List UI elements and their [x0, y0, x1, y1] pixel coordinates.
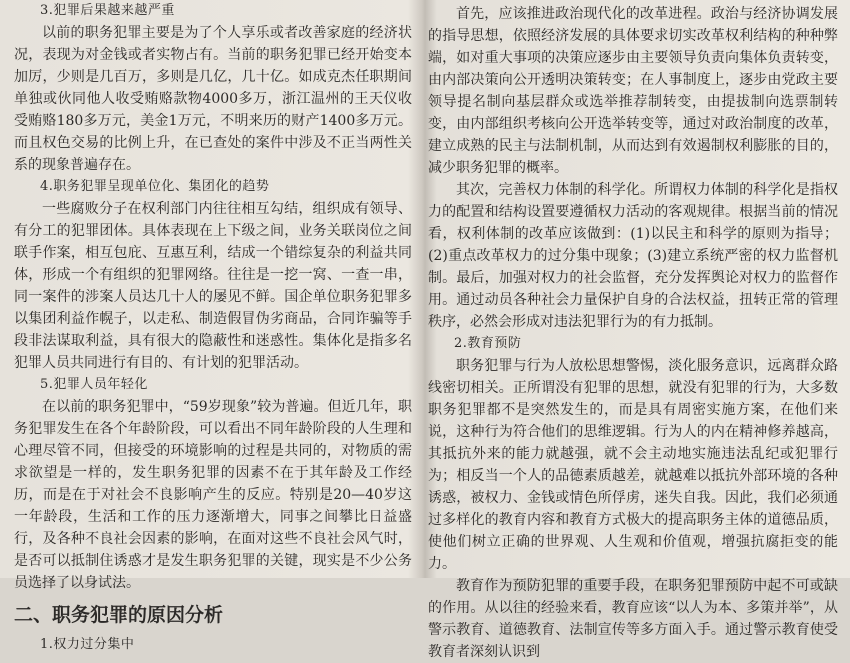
section-3-heading: 3.犯罪后果越来越严重 [40, 3, 175, 18]
section-4-paragraph: 一些腐败分子在权利部门内往往相互勾结，组织成有领导、有分工的犯罪团体。具体表现在上下级之间，业务关联岗位之间联手作案，相互包庇、互惠互利，结成一个错综复杂的利益共同体，形成一个有组织的犯罪网络。往往是一挖一窝、一查一串，同一案件的涉案人员达几十人的屡见不鲜。国企单位职务犯罪多以集团利益作幌子，以走私、制造假冒伪劣商品，合同诈骗等手段非法谋取利益，具有很大的隐蔽性和迷惑性。集体化是指多名犯罪人员共同进行有目的、有计划的犯罪活动。 [14, 201, 412, 371]
paragraph-power-system: 其次，完善权力体制的科学化。所谓权力体制的科学化是指权力的配置和结构设置要遵循权力活动的客观规律。根据当前的情况看，权利体制的改革应该做到：(1)以民主和科学的原则为指导；(2)重点改革权力的过分集中现象；(3)建立系统严密的权力监督机制。最后，加强对权力的社会监督，充分发挥舆论对权力的监督作用。通过动员各种社会力量保护自身的合法权益，扭转正常的管理秩序，必然会形成对违法犯罪行为的有力抵制。 [428, 182, 838, 330]
section-5-heading: 5.犯罪人员年轻化 [40, 377, 148, 392]
left-page-column [14, 0, 412, 652]
chapter-heading: 二、职务犯罪的原因分析 [14, 604, 224, 626]
paragraph-education-prevention: 职务犯罪与行为人放松思想警惕，淡化服务意识，远离群众路线密切相关。正所谓没有犯罪的思想，就没有犯罪的行为，大多数职务犯罪都不是突然发生的，而是具有周密实施方案，在他们来说，这种行为符合他们的思维逻辑。行为人的内在精神修养越高，其抵抗外来的能力就越强，就不会主动地实施违法乱纪或犯罪行为；相反当一个人的品德素质越差，就越难以抵抗外部环境的各种诱惑，被权力、金钱或情色所俘虏，迷失自我。因此，我们必须通过多样化的教育内容和教育方式极大的提高职务主体的道德品质，使他们树立正确的世界观、人生观和价值观，增强抗腐拒变的能力。 [428, 358, 838, 572]
section-3-paragraph: 以前的职务犯罪主要是为了个人享乐或者改善家庭的经济状况，表现为对金钱或者实物占有。当前的职务犯罪已经开始变本加厉，少则是几百万，多则是几亿，几十亿。如成克杰任职期间单独或伙同他人收受贿赂款物4000多万，浙江温州的王天仪收受贿赂180多万元，美金1万元，不明来历的财产1400多万元。而且权色交易的比例上升，在已查处的案件中涉及不正当两性关系的现象普遍存在。 [14, 25, 412, 173]
paragraph-education-role: 教育作为预防犯罪的重要手段，在职务犯罪预防中起不可或缺的作用。从以往的经验来看，教育应该“以人为本、多策并举”，从警示教育、道德教育、法制宣传等多方面入手。通过警示教育使受教育者深刻认识到 [428, 578, 838, 660]
section-5-paragraph: 在以前的职务犯罪中，“59岁现象”较为普遍。但近几年，职务犯罪发生在各个年龄阶段，可以看出不同年龄阶段的人生理和心理尽管不同，但接受的环境影响的过程是共同的，对物质的需求欲望是一样的，发生职务犯罪的因素不在于其年龄及工作经历，而是在于对社会不良影响产生的反应。特别是20—40岁这一年龄段，生活和工作的压力逐渐增大，同事之间攀比日益盛行，及各种不良社会因素的影响，在面对这些不良社会风气时，是否可以抵制住诱惑才是发生职务犯罪的关键，现实是不少公务员选择了以身试法。 [14, 399, 412, 591]
subsection-1-heading: 1.权力过分集中 [40, 637, 135, 652]
education-prevention-heading: 2.教育预防 [454, 336, 522, 351]
right-page-column [428, 0, 838, 660]
paragraph-political-reform: 首先，应该推进政治现代化的改革进程。政治与经济协调发展的指导思想，依照经济发展的具体要求切实改革权利结构的种种弊端，如对重大事项的决策应逐步由主要领导负责向集体负责转变，由内部决策向公开透明决策转变；在人事制度上，逐步由党政主要领导提名制向基层群众或选举推荐制转变，由提拔制向选票制转变，由内部组织考核向公开选举转变等，通过对政治制度的改革，建立成熟的民主与法制机制，从而达到有效遏制权利膨胀的目的，减少职务犯罪的概率。 [428, 6, 838, 176]
section-4-heading: 4.职务犯罪呈现单位化、集团化的趋势 [40, 179, 270, 194]
